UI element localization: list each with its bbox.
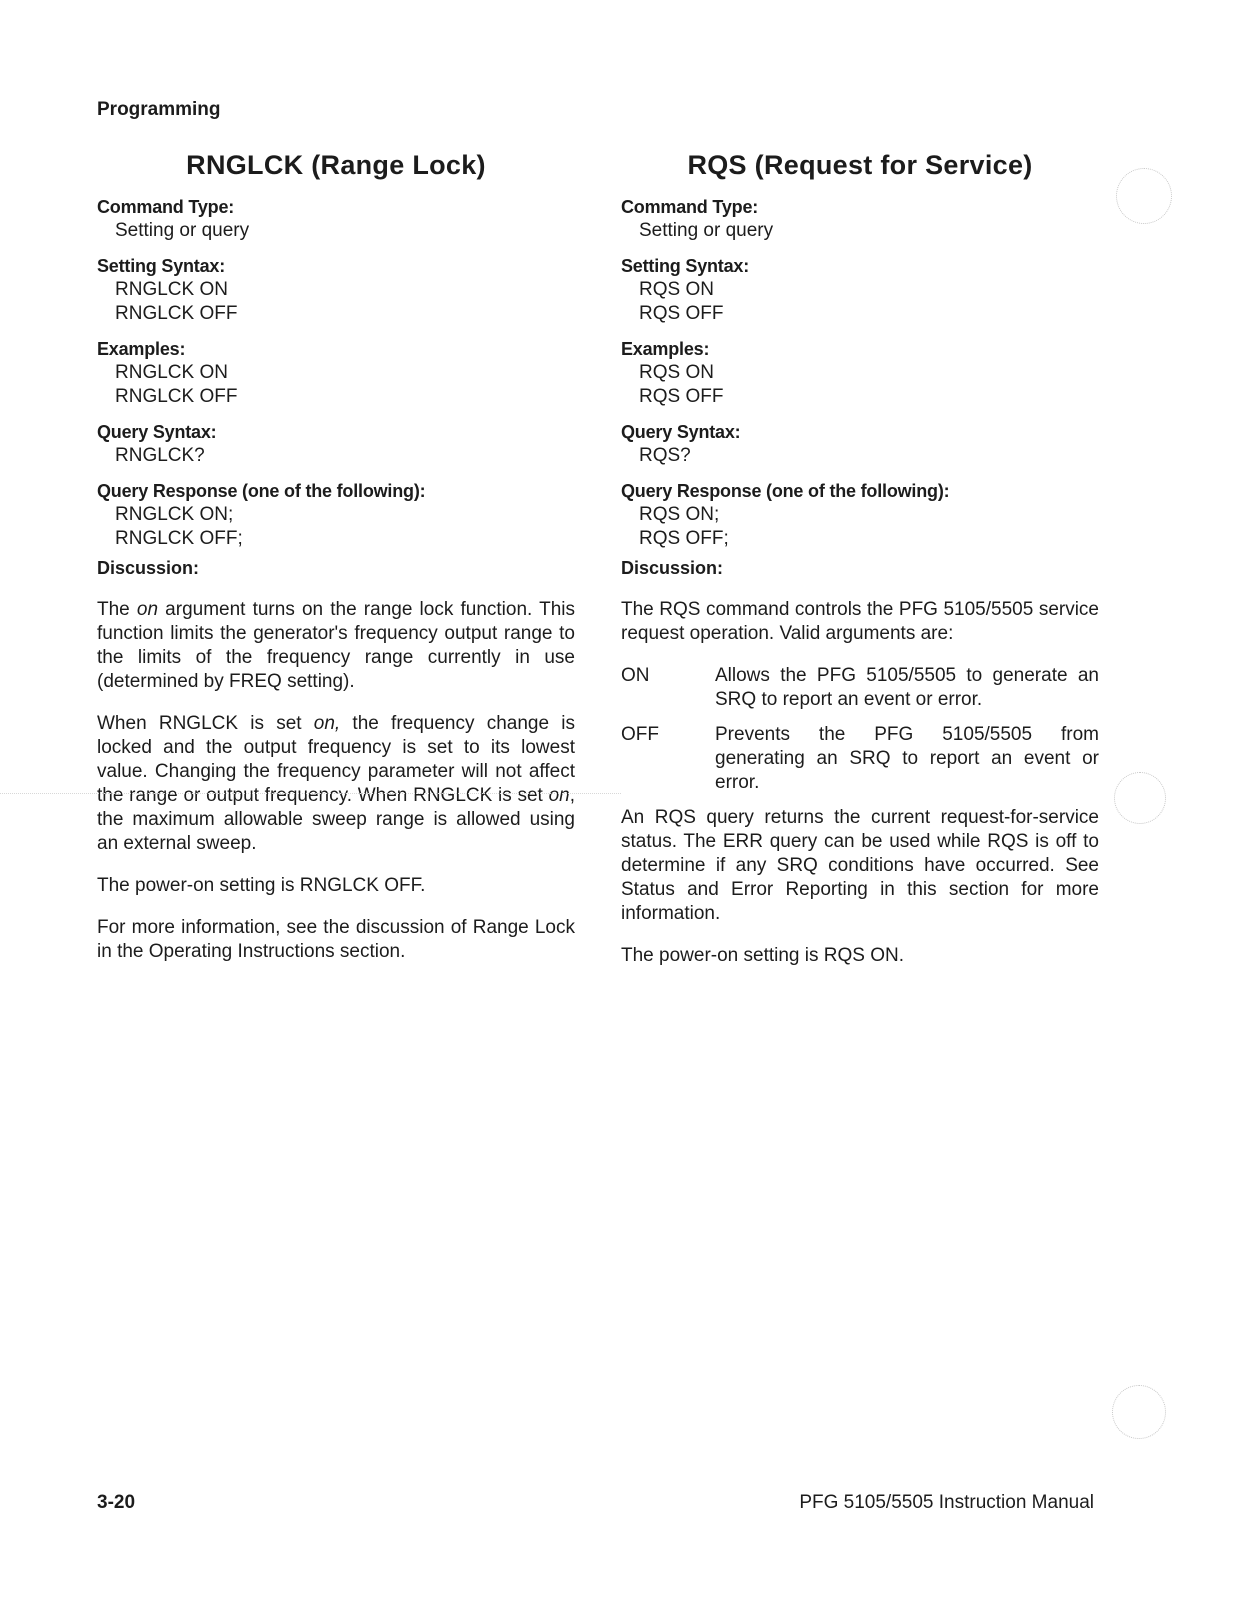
argument-name: ON: [621, 665, 650, 686]
command-type-field: [621, 195, 1099, 243]
manual-title: PFG 5105/5505 Instruction Manual: [799, 1492, 1094, 1513]
query-syntax-field: [621, 420, 1099, 468]
command-type-label: Command Type:: [621, 197, 759, 217]
binder-hole: [1112, 1385, 1166, 1439]
example-value: RQS ON: [639, 362, 714, 383]
argument-description: Prevents the PFG 5105/5505 from generating an SRQ to report an event or error.: [715, 724, 1099, 793]
setting-syntax-value: RQS ON: [639, 279, 714, 300]
setting-syntax-field: [97, 254, 575, 326]
discussion-paragraph: The on argument turns on the range lock function. This function limits the generator's frequency output range to the limits of the frequency range currently in use (determined by FREQ setting).: [97, 599, 575, 692]
command-type-value: Setting or query: [115, 220, 250, 241]
setting-syntax-value: RNGLCK OFF: [115, 303, 238, 324]
rqs-title: RQS (Request for Service): [687, 150, 1033, 180]
query-response-value: RNGLCK ON;: [115, 504, 234, 525]
query-syntax-value: RQS?: [639, 445, 691, 466]
page-number: 3-20: [97, 1492, 136, 1513]
query-response-field: [97, 479, 575, 551]
rnglck-title: RNGLCK (Range Lock): [186, 150, 486, 180]
examples-field: [97, 337, 575, 409]
query-response-field: [621, 479, 1099, 551]
discussion-label: Discussion:: [621, 558, 724, 578]
discussion-paragraph: When RNGLCK is set on, the frequency change is locked and the output frequency is set to its lowest value. Changing the frequency parameter will not affect the range or output frequency. When RNGLCK is set on, the maximum allowable sweep range is allowed using an external sweep.: [97, 713, 576, 854]
discussion-label: Discussion:: [97, 558, 200, 578]
scan-fold-line: [0, 793, 621, 794]
emphasis-text: on,: [313, 713, 341, 734]
examples-label: Examples:: [97, 339, 186, 359]
emphasis-text: on: [548, 785, 570, 806]
query-response-value: RQS OFF;: [639, 528, 729, 549]
argument-row: [621, 723, 1099, 795]
example-value: RNGLCK ON: [115, 362, 228, 383]
query-syntax-label: Query Syntax:: [97, 422, 217, 442]
query-syntax-field: [97, 420, 575, 468]
query-response-label: Query Response (one of the following):: [621, 481, 950, 501]
command-type-field: [97, 195, 575, 243]
command-type-value: Setting or query: [639, 220, 774, 241]
query-response-label: Query Response (one of the following):: [97, 481, 426, 501]
emphasis-text: on: [136, 599, 159, 620]
binder-hole: [1116, 168, 1172, 224]
setting-syntax-label: Setting Syntax:: [621, 256, 750, 276]
query-response-value: RQS ON;: [639, 504, 720, 525]
examples-label: Examples:: [621, 339, 710, 359]
argument-description: Allows the PFG 5105/5505 to generate an SRQ to report an event or error.: [715, 665, 1099, 710]
setting-syntax-field: [621, 254, 1099, 326]
power-on-paragraph: The power-on setting is RQS ON.: [621, 945, 904, 966]
query-syntax-value: RNGLCK?: [115, 445, 205, 466]
query-response-value: RNGLCK OFF;: [115, 528, 243, 549]
discussion-paragraph: An RQS query returns the current request-for-service status. The ERR query can be used while RQS is off to determine if any SRQ conditions have occurred. See Status and Error Reporting in this section for more information.: [621, 807, 1099, 924]
example-value: RQS OFF: [639, 386, 724, 407]
binder-hole: [1114, 772, 1166, 824]
more-info-paragraph: For more information, see the discussion of Range Lock in the Operating Instructions section.: [97, 917, 575, 962]
argument-row: [621, 664, 1099, 712]
discussion-paragraph: The RQS command controls the PFG 5105/5505 service request operation. Valid arguments are:: [621, 599, 1099, 644]
rqs-column: [621, 150, 1099, 986]
example-value: RNGLCK OFF: [115, 386, 238, 407]
setting-syntax-value: RQS OFF: [639, 303, 724, 324]
query-syntax-label: Query Syntax:: [621, 422, 741, 442]
rnglck-column: [97, 150, 575, 982]
examples-field: [621, 337, 1099, 409]
argument-name: OFF: [621, 724, 659, 745]
setting-syntax-label: Setting Syntax:: [97, 256, 226, 276]
command-type-label: Command Type:: [97, 197, 235, 217]
power-on-paragraph: The power-on setting is RNGLCK OFF.: [97, 875, 426, 896]
setting-syntax-value: RNGLCK ON: [115, 279, 228, 300]
section-header: Programming: [97, 99, 221, 120]
